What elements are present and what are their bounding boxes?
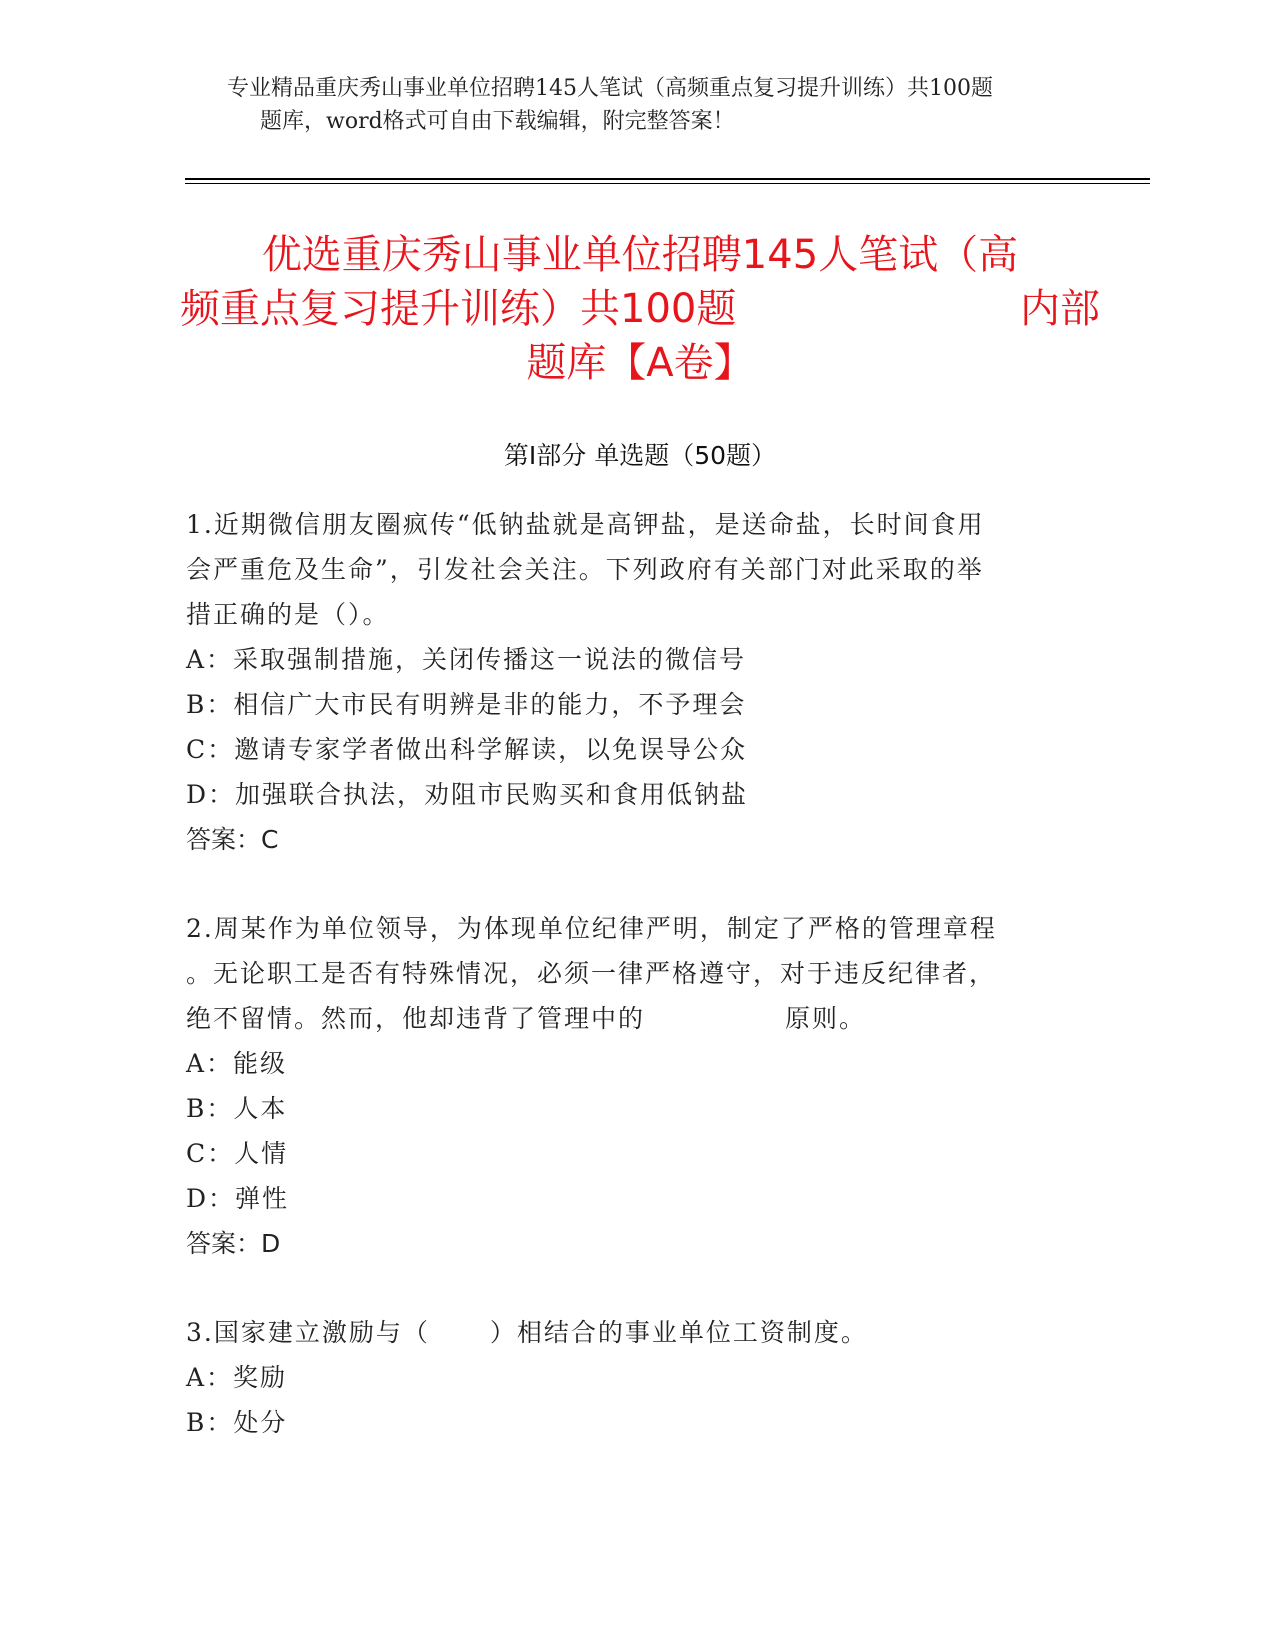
question-stem-line: 措正确的是（）。 [186,600,390,629]
answer: 答案：D [186,1229,281,1258]
option-b: B：人本 [186,1094,288,1123]
question-stem-line: 会严重危及生命”，引发社会关注。下列政府有关部门对此采取的举 [186,555,984,584]
document-title [180,228,1100,390]
option-a: A：奖励 [186,1363,288,1392]
option-d: D：弹性 [186,1184,290,1213]
title-line-2-right: 内部 [1020,286,1100,332]
section-title: 第Ⅰ部分 单选题（50题） [503,441,777,470]
option-b: B：处分 [186,1408,288,1437]
option-c: C：人情 [186,1139,289,1168]
header-rule-thin [185,183,1150,184]
option-b: B：相信广大市民有明辨是非的能力，不予理会 [186,690,747,719]
answer: 答案：C [186,825,279,854]
question-stem-text: ）相结合的事业单位工资制度。 [489,1318,868,1347]
option-a: A：能级 [186,1049,288,1078]
option-c: C：邀请专家学者做出科学解读，以免误导公众 [186,735,748,764]
question-1 [186,502,1066,862]
question-stem-text: 绝不留情。然而，他却违背了管理中的 [186,1004,646,1033]
header-line-2: 题库，word格式可自由下载编辑，附完整答案！ [260,109,735,134]
question-stem-line [186,1310,1066,1355]
title-line-2-left: 频重点复习提升训练）共100题 [180,286,737,332]
option-d: D：加强联合执法，劝阻市民购买和食用低钠盐 [186,780,749,809]
question-stem-line: 2.周某作为单位领导，为体现单位纪律严明，制定了严格的管理章程 [186,914,997,943]
question-stem-text: 3.国家建立激励与（ [186,1318,430,1347]
option-a: A：采取强制措施，关闭传播这一说法的微信号 [186,645,747,674]
header-rule-thick [185,178,1150,180]
header-line-1: 专业精品重庆秀山事业单位招聘145人笔试（高频重点复习提升训练）共100题 [227,76,993,101]
title-line-3: 题库【A卷】 [526,340,754,386]
question-stem-line [186,996,1066,1041]
question-stem-text: 原则。 [785,1004,867,1033]
title-line-1: 优选重庆秀山事业单位招聘145人笔试（高 [261,232,1019,278]
question-stem-line: 1.近期微信朋友圈疯传“低钠盐就是高钾盐，是送命盐，长时间食用 [186,510,985,539]
question-2 [186,906,1066,1266]
question-3 [186,1310,1066,1445]
document-header [150,72,1070,138]
title-line-2 [180,282,1100,336]
question-stem-line: 。无论职工是否有特殊情况，必须一律严格遵守，对于违反纪律者， [186,959,997,988]
